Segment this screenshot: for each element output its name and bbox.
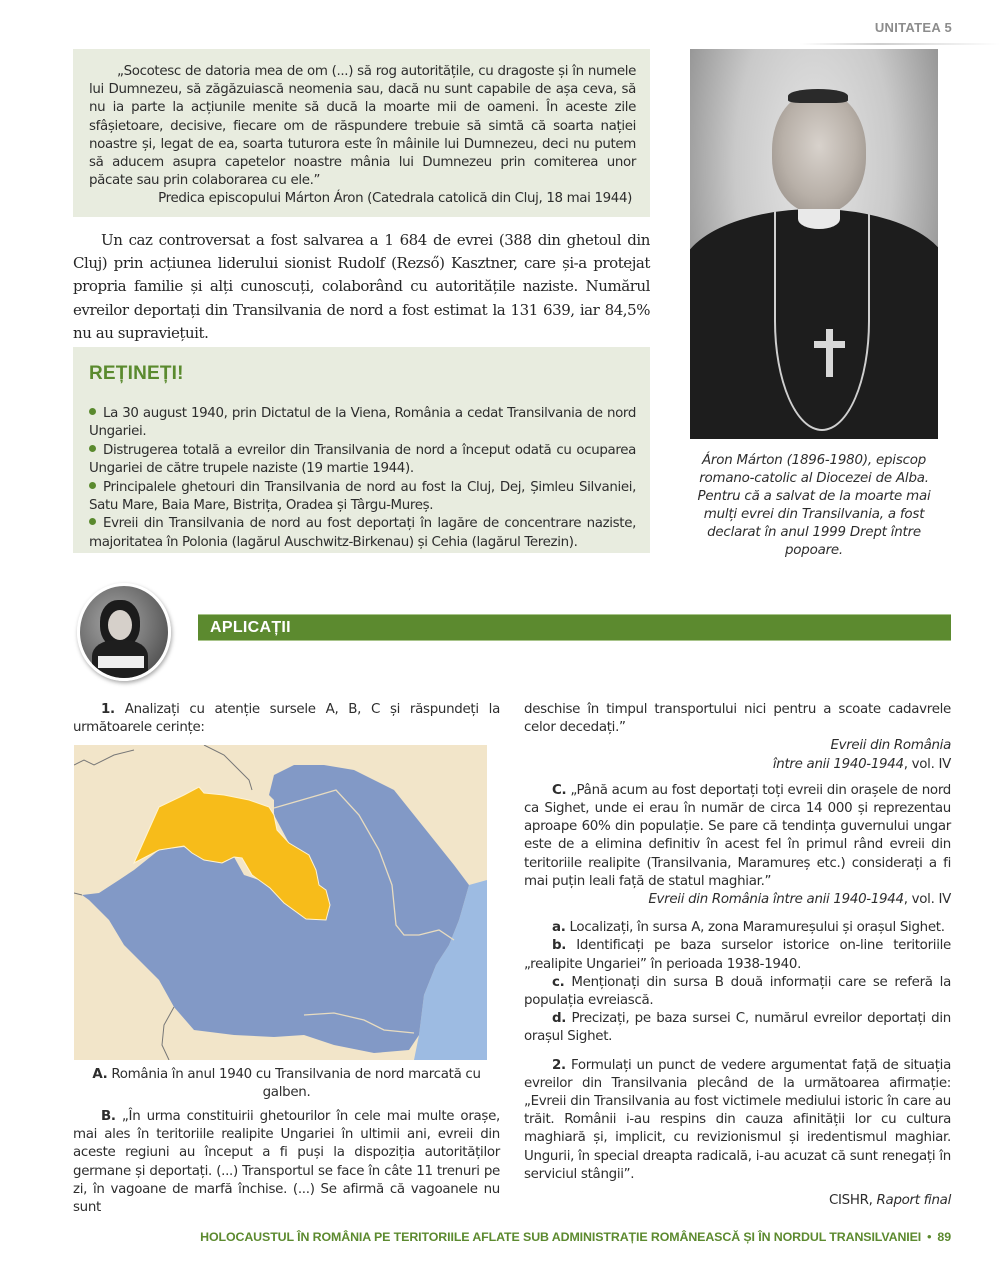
task-item: a. Localizați, în sursa A, zona Maramureșului și orașul Sighet. (552, 920, 945, 936)
right-column (524, 701, 951, 1210)
source-label: B. (101, 1109, 116, 1124)
source-label: A. (92, 1067, 108, 1082)
question-number: 1. (101, 702, 115, 717)
remember-title: REȚINEȚI! (89, 363, 184, 384)
bullet-icon (89, 408, 96, 415)
task-item: c. Menționați din sursa B două informații care se referă la populația evreiască. (524, 974, 951, 1009)
bullet-icon (89, 445, 96, 452)
task-item: b. Identificați pe baza surselor istorice on-line teritoriile „realipite Ungariei” în perioada 1938-1940. (524, 938, 951, 972)
main-paragraph: Un caz controversat a fost salvarea a 1 684 de evrei (388 din ghetoul din Cluj) prin acțiunea liderului sionist Rudolf (Rezső) Kasztner, care și-a protejat propria familie și alți cunoscuți, colaborând cu autoritățile naziste. Numărul evreilor deportați din Transilvania de nord a fost estimat la 131 639, iar 84,5% nu au supraviețuit. (73, 231, 650, 342)
map-caption: A. România în anul 1940 cu Transilvania de nord marcată cu galben. (92, 1067, 481, 1101)
applications-header: APLICAȚII (198, 614, 951, 641)
question-1 (73, 701, 500, 737)
footer-separator: • (927, 1230, 932, 1244)
source-b-continuation: deschise în timpul transportului nici pentru a scoate cadavrele celor decedați.” (524, 702, 951, 736)
remember-item: Distrugerea totală a evreilor din Transilvania de nord a început odată cu ocuparea Ungariei de către trupele naziste (19 martie 1944). (89, 442, 636, 477)
remember-item: Principalele ghetouri din Transilvania de nord au fost la Cluj, Dej, Șimleu Silvaniei, Satu Mare, Baia Mare, Bistrița, Oradea și Târgu-Mureș. (89, 479, 636, 514)
unit-label: UNITATEA 5 (874, 20, 952, 35)
question-text: Analizați cu atenție sursele A, B, C și răspundeți la următoarele cerințe: (73, 702, 500, 736)
quote-box (73, 49, 650, 217)
cross-icon (826, 329, 833, 377)
remember-list (89, 405, 636, 552)
question-number: 2. (552, 1057, 566, 1073)
photo-caption: Áron Márton (1896-1980), episcop romano-catolic al Diocezei de Alba. Pentru că a salvat de la moarte mai mulți evrei din Transilvania, a fost declarat în anul 1999 Drept între popoare. (697, 453, 931, 558)
portrait-photo (690, 49, 938, 439)
source-b-citation: Evreii din România între anii 1940-1944, vol. IV (772, 738, 951, 772)
question-2-citation: CISHR, Raport final (828, 1193, 951, 1209)
task-item: d. Precizați, pe baza sursei C, numărul evreilor deportați din orașul Sighet. (524, 1011, 951, 1045)
bullet-icon (89, 482, 96, 489)
page-footer (0, 1230, 951, 1244)
map-romania-1940 (74, 745, 487, 1060)
quote-text: „Socotesc de datoria mea de om (...) să rog autoritățile, cu dragoste și în numele lui Dumnezeu, să zăgăzuiască neomenia sau, dacă nu sunt capabile de așa ceva, să nu ia parte la acțiunile menite să ducă la moarte mii de oameni. În aceste zile sfâșietoare, decisive, fiecare om de răspundere trebuie să simtă că soarta nației noastre și, legat de ea, soarta tuturora este în mâinile lui Dumnezeu, deci nu putem să aducem asupra capetelor noastre mânia lui Dumnezeu prin comiterea unor păcate sau prin colaborarea cu ele.” (89, 64, 636, 189)
source-c-citation: Evreii din România între anii 1940-1944, vol. IV (648, 892, 951, 908)
remember-item: Evreii din Transilvania de nord au fost deportați în lagăre de concentrare naziste, majoritatea în Polonia (lagărul Auschwitz-Birkenau) și Cehia (lagărul Terezin). (89, 516, 636, 550)
source-label: C. (552, 782, 567, 798)
source-b: B. „În urma constituirii ghetourilor în cele mai multe orașe, mai ales în teritoriile realipite Ungariei în ultimii ani, evreii din aceste regiuni au început a fi puși la dispoziția autorităților germane și deportați. (...) Transportul se face în câte 11 trenuri pe zi, în vagoane de marfă închise. (...) Se afirmă că vagoanele nu sunt (73, 1109, 500, 1216)
header-divider (800, 43, 1000, 45)
remember-box (73, 347, 650, 553)
quote-source: Predica episcopului Márton Áron (Catedrala catolică din Cluj, 18 mai 1944) (158, 191, 632, 207)
question-2: 2. Formulați un punct de vedere argumentat față de situația evreilor din Transilvania plecând de la următoarea afirmație: „Evreii din Transilvania au fost victimele mediului istoric în care au trăit. Românii i-au respins din cauza afinității lor cu cultura maghiară și, implicit, cu revizionismul și iredentismul maghiar. Ungurii, în special dreapta radicală, i-au acuzat că sunt renegați în serviciul stângii”. (524, 1057, 951, 1182)
source-c: C. „Până acum au fost deportați toți evreii din orașele de nord ca Sighet, unde ei erau în număr de circa 14 000 și reprezentau aproape 60% din populație. Se pare că tendința guvernului ungar este de a elimina definitiv în acest fel în primul rând evreii din teritoriile realipite (Transilvania, Maramureș etc.) considerați a fi mai puțin leali față de statul maghiar.” (524, 782, 951, 889)
remember-item: La 30 august 1940, prin Dictatul de la Viena, România a cedat Transilvania de nord Ungariei. (89, 406, 636, 440)
section-avatar (77, 583, 171, 681)
footer-title: HOLOCAUSTUL ÎN ROMÂNIA PE TERITORIILE AFLATE SUB ADMINISTRAȚIE ROMÂNEASCĂ ȘI ÎN NORDUL TRANSILVANIEI (200, 1230, 922, 1244)
page-number: 89 (937, 1230, 951, 1244)
bullet-icon (89, 518, 96, 525)
task-list (524, 919, 951, 1046)
